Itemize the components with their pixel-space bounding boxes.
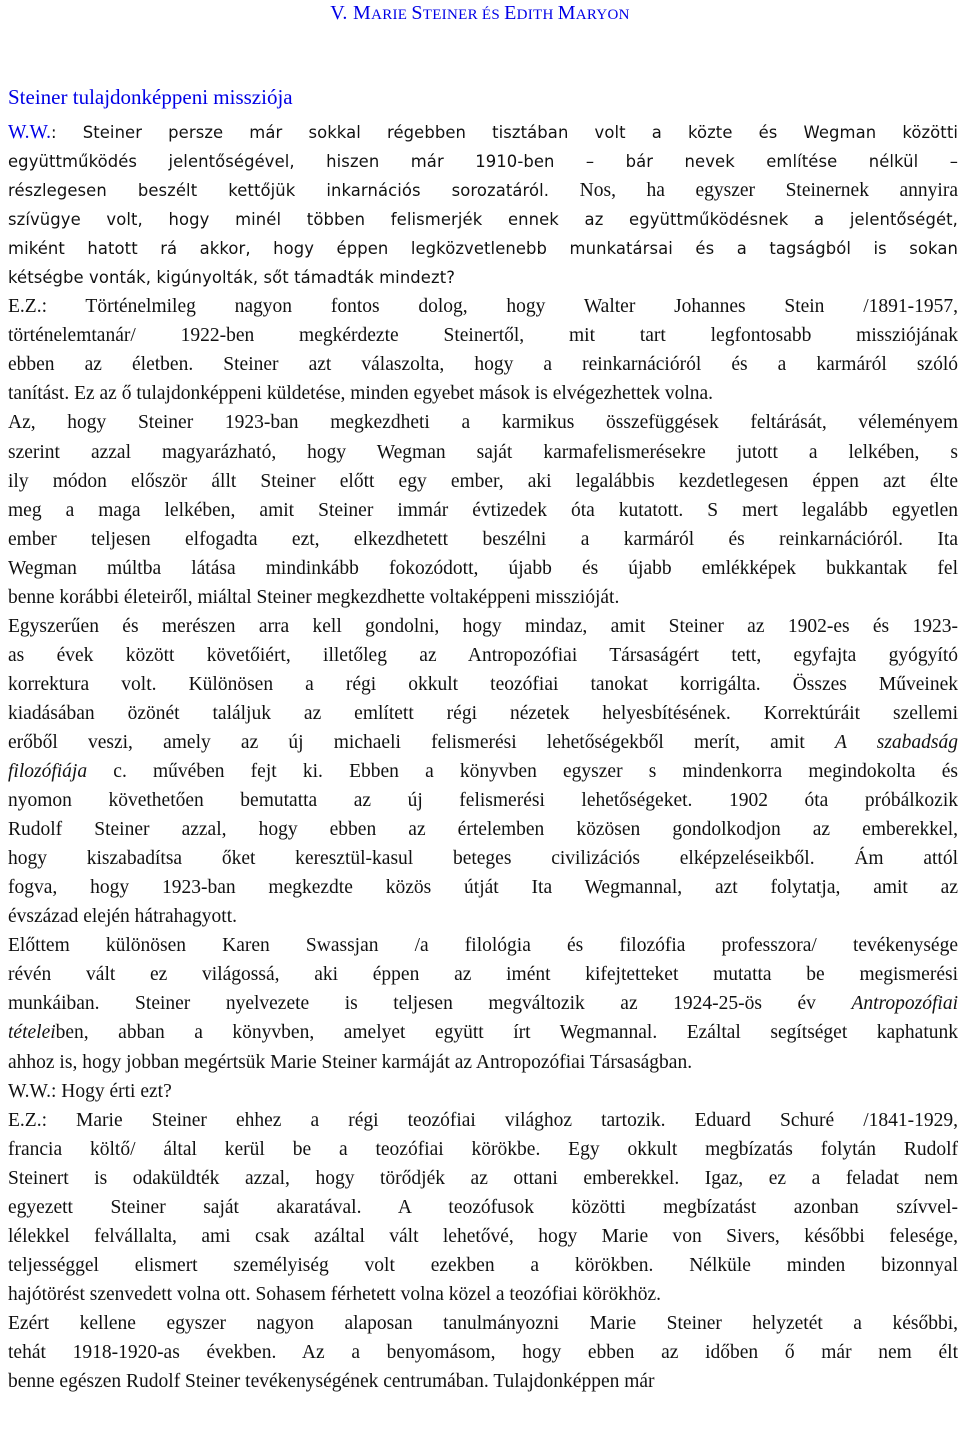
line-text: lélekkel felvállalta, ami csak azáltal vált lehetővé, hogy Marie von Sivers, későbbi felesége,: [8, 1225, 958, 1247]
text-line: [8, 902, 958, 931]
line-text: részlegesen beszélt kettőjük inkarnációs sorozatáról.: [8, 181, 550, 201]
text-line: [8, 554, 958, 583]
line-text: Előttem különösen Karen Swassjan /a filológia és filozófia professzora/ tevékenysége: [8, 935, 958, 957]
chapter-title-small: TEINER ÉS: [422, 7, 505, 23]
line-text: tanítást. Ez az ő tulajdonképpeni küldetése, minden egyebet mások is elvégezhettek volna.: [8, 383, 714, 405]
text-line: [8, 118, 958, 147]
text-line: [8, 205, 958, 234]
line-text: W.W.: Hogy érti ezt?: [8, 1080, 172, 1102]
text-line: [8, 1193, 958, 1222]
text-line: [8, 786, 958, 815]
line-text: Az, hogy Steiner 1923-ban megkezdheti a karmikus összefüggések feltárását, véleményem: [8, 412, 958, 434]
chapter-title: [0, 2, 960, 25]
speaker-label: W.W.: [8, 122, 51, 143]
text-line: [8, 1048, 958, 1077]
line-text: francia költő/ által kerül be a teozófiai körökbe. Egy okkult megbízatás folytán Rudolf: [8, 1138, 958, 1160]
line-text: révén vált ez világossá, aki éppen az imént kifejtetteket mutatta be megismerési: [8, 964, 958, 986]
line-text: as évek között követőiért, illetőleg az Antropozófiai Társaságért tett, egyfajta gyógyító: [8, 644, 958, 666]
paragraph: [8, 118, 958, 292]
text-line: [8, 670, 958, 699]
chapter-title-cap: M: [557, 2, 576, 24]
line-text: nyomon követhetően bemutatta az új felismerési lehetőségeket. 1902 óta próbálkozik: [8, 790, 958, 812]
line-text: kiadásában özönét találjuk az említett régi nézetek helyesbítésének. Korrektúráit szellemi: [8, 702, 958, 724]
paragraph: [8, 931, 958, 1076]
line-text: évszázad elején hátrahagyott.: [8, 906, 238, 928]
text-line: [8, 1164, 958, 1193]
italic-title: tételei: [8, 1022, 56, 1044]
line-text: c. művében fejt ki. Ebben a könyvben egyszer s mindenkorra megindokolta és: [87, 761, 958, 783]
line-text: Steinert is odaküldték azzal, hogy törődjék az ottani emberekkel. Igaz, ez a feladat nem: [8, 1167, 958, 1189]
line-text: meg a maga lelkében, amit Steiner immár évtizedek óta kutatott. S mert legalább egyetlen: [8, 499, 958, 521]
line-text: ebben az életben. Steiner azt válaszolta, hogy a reinkarnációról és a karmáról szóló: [8, 354, 958, 376]
text-line: [8, 1106, 958, 1135]
chapter-title-small: ARYON: [575, 7, 630, 23]
text-line: [8, 844, 958, 873]
line-text: ily módon először állt Steiner előtt egy ember, aki legalábbis kezdetlegesen éppen azt élte: [8, 470, 958, 492]
line-text: munkáiban. Steiner nyelvezete is teljesen megváltozik az 1924-25-ös év: [8, 993, 852, 1015]
text-line: [8, 1338, 958, 1367]
paragraph: [8, 292, 958, 408]
text-line: [8, 234, 958, 263]
document-body: [8, 118, 958, 1396]
text-line: [8, 1309, 958, 1338]
paragraph: [8, 612, 958, 932]
line-text: ember teljesen elfogadta ezt, elkezdhetett beszélni a karmáról és reinkarnációról. Ita: [8, 528, 958, 550]
text-line: [8, 583, 958, 612]
text-line: [8, 931, 958, 960]
text-line: [8, 1222, 958, 1251]
line-text: történelemtanár/ 1922-ben megkérdezte Steinertől, mit tart legfontosabb missziójának: [8, 325, 958, 347]
line-text: E.Z.: Történelmileg nagyon fontos dolog, hogy Walter Johannes Stein /1891-1957,: [8, 296, 958, 318]
italic-title: filozófiája: [8, 761, 88, 783]
chapter-title-cap: S: [411, 2, 423, 24]
text-line: [8, 960, 958, 989]
text-line: [8, 525, 958, 554]
text-line: [8, 321, 958, 350]
paragraph: [8, 1309, 958, 1396]
line-text: Egyszerűen és merészen arra kell gondolni, hogy mindaz, amit Steiner az 1902-es és 1923-: [8, 615, 958, 637]
line-text: egyezett Steiner saját akaratával. A teozófusok közötti megbízatást azonban szívvel-: [8, 1196, 958, 1218]
line-text: Ezért kellene egyszer nagyon alaposan tanulmányozni Marie Steiner helyzetét a későbbi,: [8, 1312, 958, 1334]
text-line: [8, 699, 958, 728]
text-line: [8, 379, 958, 408]
text-line: [8, 1135, 958, 1164]
chapter-title-cap: E: [504, 2, 517, 24]
text-line: [8, 263, 958, 292]
text-line: [8, 815, 958, 844]
text-line: [8, 496, 958, 525]
line-text: : Steiner persze már sokkal régebben tisztában volt a közte és Wegman közötti: [50, 123, 958, 142]
line-text: Wegman múltba látása mindinkább fokozódott, újabb és újabb emlékképek bukkantak fel: [8, 557, 958, 579]
paragraph: [8, 408, 958, 611]
text-line: [8, 873, 958, 902]
text-line: [8, 176, 958, 205]
line-text: együttműködés jelentőségével, hiszen már 1910-ben – bár nevek említése nélkül –: [8, 152, 958, 172]
section-title: Steiner tulajdonképpeni missziója: [8, 85, 293, 109]
italic-title: A szabadság: [835, 731, 959, 753]
text-line: [8, 1018, 958, 1047]
line-text: E.Z.: Marie Steiner ehhez a régi teozófiai világhoz tartozik. Eduard Schuré /1841-1929,: [8, 1109, 958, 1131]
text-line: [8, 612, 958, 641]
line-text: teljességgel elismert személyiség volt ezekben a körökben. Nélküle minden bizonnyal: [8, 1254, 958, 1276]
line-text: szívügye volt, hogy minél többen felismerjék ennek az együttműködésnek a jelentőségét,: [8, 210, 958, 230]
text-line: [8, 989, 958, 1018]
line-text: Rudolf Steiner azzal, hogy ebben az értelemben közösen gondolkodjon az emberekkel,: [8, 819, 958, 841]
line-text: hajótörést szenvedett volna ott. Sohasem férhetett volna közel a teozófiai körökhöz.: [8, 1283, 662, 1305]
text-line: [8, 292, 958, 321]
paragraph: [8, 1106, 958, 1309]
line-text: erőből veszi, amely az új michaeli felismerési lehetőségekből merít, amit: [8, 731, 835, 753]
text-line: [8, 1280, 958, 1309]
line-text: ben, abban a könyvben, amelyet együtt írt Wegmannal. Ezáltal segítséget kaphatunk: [55, 1022, 958, 1044]
line-text: benne korábbi életeiről, miáltal Steiner megkezdhette voltaképpeni misszióját.: [8, 586, 620, 608]
italic-title: Antropozófiai: [851, 993, 958, 1015]
text-line: [8, 1367, 958, 1396]
line-text: fogva, hogy 1923-ban megkezdte közös útját Ita Wegmannal, azt folytatja, amit az: [8, 877, 958, 899]
text-line: [8, 438, 958, 467]
text-line: [8, 641, 958, 670]
line-text: ahhoz is, hogy jobban megértsük Marie Steiner karmáját az Antropozófiai Társaságban.: [8, 1051, 693, 1073]
line-text: hogy kiszabadítsa őket keresztül-kasul beteges civilizációs elképzeléseikből. Ám attól: [8, 848, 958, 870]
chapter-title-small: DITH: [516, 7, 558, 23]
chapter-title-cap: M: [352, 2, 372, 24]
chapter-title-small: ARIE: [371, 7, 412, 23]
line-text: benne egészen Rudolf Steiner tevékenységének centrumában. Tulajdonképpen már: [8, 1371, 655, 1393]
text-line: [8, 728, 958, 757]
text-line: [8, 757, 958, 786]
line-text: Nos, ha egyszer Steinernek annyira: [549, 180, 958, 202]
text-line: [8, 467, 958, 496]
text-line: [8, 350, 958, 379]
line-text: miként hatott rá akkor, hogy éppen legközvetlenebb munkatársai és a tagságból is sokan: [8, 239, 958, 259]
paragraph: [8, 1077, 958, 1106]
text-line: [8, 1077, 958, 1106]
line-text: szerint azzal magyarázható, hogy Wegman saját karmafelismerésekre jutott a lelkében, s: [8, 441, 958, 463]
line-text: tehát 1918-1920-as években. Az a benyomásom, hogy ebben az időben ő már nem élt: [8, 1341, 958, 1363]
text-line: [8, 1251, 958, 1280]
line-text: kétségbe vonták, kigúnyolták, sőt támadták mindezt?: [8, 268, 456, 288]
line-text: korrektura volt. Különösen a régi okkult teozófiai tanokat korrigálta. Összes Műveinek: [8, 673, 958, 695]
text-line: [8, 147, 958, 176]
chapter-number: V.: [330, 2, 353, 24]
text-line: [8, 408, 958, 437]
